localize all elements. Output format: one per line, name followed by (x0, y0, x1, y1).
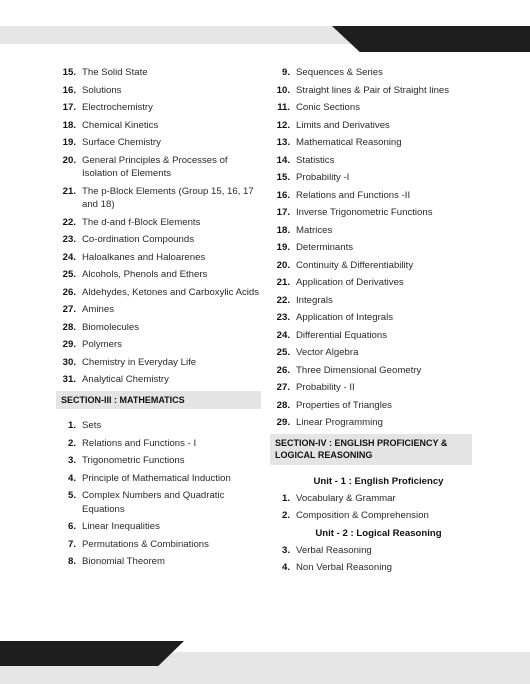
topic-title: Vocabulary & Grammar (296, 492, 396, 504)
topic-number: 30. (62, 356, 76, 368)
topic-item (56, 472, 261, 486)
topic-number: 1. (67, 420, 76, 431)
topic-item (270, 364, 475, 378)
topic-item (270, 399, 475, 413)
topic-number: 16. (62, 84, 76, 96)
topic-number: 1. (281, 492, 290, 504)
topic-title: Integrals (296, 294, 333, 306)
topic-number: 2. (281, 510, 290, 521)
topic-item (56, 136, 261, 150)
topic-title: Sequences & Series (296, 67, 383, 78)
topic-item (56, 454, 261, 468)
topic-item (270, 206, 475, 220)
topic-number: 23. (276, 312, 290, 323)
topic-title: Linear Inequalities (82, 521, 160, 532)
topic-item (270, 311, 475, 325)
topic-number: 12. (276, 119, 290, 131)
topic-item (56, 233, 261, 247)
topic-title: Properties of Triangles (296, 399, 392, 411)
topic-item (270, 329, 475, 343)
topic-title: Haloalkanes and Haloarenes (82, 251, 206, 263)
topic-title: Principle of Mathematical Induction (82, 472, 231, 484)
topic-item (56, 154, 261, 181)
topic-number: 17. (62, 102, 76, 113)
topic-title: Chemistry in Everyday Life (82, 356, 197, 368)
topic-title: Relations and Functions -II (296, 189, 411, 201)
topic-item (56, 437, 261, 451)
topic-number: 16. (276, 189, 290, 201)
topic-title: Amines (82, 304, 114, 315)
topic-item (270, 561, 475, 575)
topic-number: 13. (276, 137, 290, 148)
topic-title: Alcohols, Phenols and Ethers (82, 269, 208, 280)
topic-title: Application of Integrals (296, 312, 394, 323)
topic-number: 19. (62, 137, 76, 148)
topic-item (270, 119, 475, 133)
topic-item (56, 356, 261, 370)
topic-title: Surface Chemistry (82, 137, 161, 148)
topic-title: Linear Programming (296, 417, 383, 428)
topic-number: 18. (276, 224, 290, 236)
topic-number: 3. (281, 544, 290, 556)
topic-item (56, 119, 261, 133)
topic-number: 24. (62, 251, 76, 263)
topic-item (270, 171, 475, 185)
topic-item (270, 276, 475, 290)
topic-item (270, 346, 475, 360)
section-mathematics-heading: SECTION-III : MATHEMATICS (56, 391, 261, 410)
topic-item (270, 154, 475, 168)
topic-title: Mathematical Reasoning (296, 137, 402, 148)
topic-number: 19. (276, 242, 290, 253)
topic-number: 17. (276, 207, 290, 218)
topic-title: Aldehydes, Ketones and Carboxylic Acids (82, 286, 260, 298)
topic-title: Composition & Comprehension (296, 510, 429, 521)
topic-number: 27. (276, 382, 290, 393)
topic-title: The Solid State (82, 67, 148, 78)
topic-title: Conic Sections (296, 102, 360, 113)
topic-number: 15. (276, 172, 290, 183)
unit-english-proficiency-heading: Unit - 1 : English Proficiency (313, 475, 444, 487)
topic-title: Probability - II (296, 382, 355, 393)
topic-number: 5. (67, 490, 76, 501)
topic-number: 3. (67, 455, 76, 466)
topic-title: Solutions (82, 84, 122, 96)
topic-title: Three Dimensional Geometry (296, 364, 422, 376)
topic-title: Differential Equations (296, 329, 388, 341)
topic-number: 8. (67, 556, 76, 567)
mathematics-topic-list-continued (270, 66, 475, 430)
topic-number: 31. (62, 374, 76, 385)
topic-number: 23. (62, 234, 76, 245)
topic-title: Polymers (82, 339, 122, 350)
topic-number: 26. (276, 364, 290, 376)
topic-number: 21. (276, 277, 290, 288)
topic-item (270, 492, 475, 506)
topic-title: Sets (82, 420, 102, 431)
topic-title: Chemical Kinetics (82, 119, 159, 131)
topic-title: Relations and Functions - I (82, 437, 197, 449)
topic-number: 24. (276, 329, 290, 341)
topic-number: 18. (62, 119, 76, 131)
english-proficiency-list (270, 492, 475, 523)
topic-item (270, 241, 475, 255)
topic-title: Non Verbal Reasoning (296, 562, 393, 573)
topic-title: Bionomial Theorem (82, 556, 166, 567)
topic-item (56, 66, 261, 80)
logical-reasoning-list (270, 544, 475, 575)
topic-number: 29. (276, 417, 290, 428)
topic-title: Biomolecules (82, 321, 140, 333)
topic-number: 15. (62, 67, 76, 78)
topic-number: 4. (67, 472, 76, 484)
topic-item (270, 544, 475, 558)
topic-item (270, 224, 475, 238)
topic-item (56, 338, 261, 352)
topic-number: 6. (67, 521, 76, 532)
topic-number: 22. (62, 216, 76, 228)
topic-item (56, 538, 261, 552)
topic-title: Inverse Trigonometric Functions (296, 207, 433, 218)
topic-number: 11. (277, 102, 290, 113)
topic-number: 25. (276, 347, 290, 358)
topic-item (270, 66, 475, 80)
topic-title: Verbal Reasoning (296, 544, 372, 556)
topic-number: 2. (67, 437, 76, 449)
unit-logical-reasoning-heading: Unit - 2 : Logical Reasoning (315, 527, 442, 539)
header-accent-wedge (332, 26, 530, 52)
topic-item (56, 251, 261, 265)
topic-number: 26. (62, 286, 76, 298)
mathematics-topic-list (56, 419, 261, 569)
topic-title: Permutations & Combinations (82, 538, 209, 550)
topic-number: 21. (62, 185, 76, 197)
topic-item (56, 101, 261, 115)
topic-number: 10. (276, 84, 290, 96)
topic-number: 20. (62, 154, 76, 166)
topic-number: 27. (62, 304, 76, 315)
topic-item (56, 286, 261, 300)
topic-item (270, 416, 475, 430)
topic-item (56, 185, 261, 212)
topic-item (56, 555, 261, 569)
chemistry-topic-list (56, 66, 261, 387)
topic-item (270, 294, 475, 308)
topic-number: 28. (276, 399, 290, 411)
topic-item (56, 216, 261, 230)
topic-title: The d-and f-Block Elements (82, 216, 201, 228)
topic-item (270, 189, 475, 203)
topic-number: 9. (281, 67, 290, 78)
topic-item (56, 520, 261, 534)
topic-number: 20. (276, 259, 290, 271)
topic-title: Probability -I (296, 172, 350, 183)
topic-title: Matrices (296, 224, 333, 236)
topic-title: Continuity & Differentiability (296, 259, 414, 271)
topic-title: Co-ordination Compounds (82, 234, 194, 245)
topic-title: The p-Block Elements (Group 15, 16, 17 and 18) (82, 185, 254, 210)
topic-item (270, 101, 475, 115)
topic-title: Limits and Derivatives (296, 119, 390, 131)
topic-number: 14. (276, 154, 290, 166)
topic-title: Vector Algebra (296, 347, 359, 358)
topic-item (270, 259, 475, 273)
footer-accent-wedge (0, 641, 184, 666)
topic-item (56, 489, 261, 516)
left-column (56, 66, 261, 573)
topic-item (270, 381, 475, 395)
topic-item (56, 84, 261, 98)
topic-title: Application of Derivatives (296, 277, 404, 288)
topic-title: Determinants (296, 242, 354, 253)
topic-title: Analytical Chemistry (82, 374, 169, 385)
topic-title: Electrochemistry (82, 102, 153, 113)
topic-number: 4. (281, 562, 290, 573)
topic-item (56, 303, 261, 317)
topic-item (56, 419, 261, 433)
topic-item (56, 321, 261, 335)
topic-title: Complex Numbers and Quadratic Equations (82, 490, 225, 515)
topic-number: 28. (62, 321, 76, 333)
topic-title: Statistics (296, 154, 335, 166)
topic-item (270, 136, 475, 150)
topic-item (270, 84, 475, 98)
topic-number: 22. (276, 294, 290, 306)
section-english-logical-heading: SECTION-IV : ENGLISH PROFICIENCY & LOGICAL REASONING (270, 434, 472, 465)
topic-number: 29. (62, 339, 76, 350)
topic-item (56, 373, 261, 387)
topic-title: Straight lines & Pair of Straight lines (296, 84, 450, 96)
topic-item (270, 509, 475, 523)
topic-number: 7. (67, 538, 76, 550)
topic-title: General Principles & Processes of Isolation of Elements (82, 154, 228, 179)
topic-item (56, 268, 261, 282)
right-column (270, 66, 475, 579)
topic-number: 25. (62, 269, 76, 280)
topic-title: Trigonometric Functions (82, 455, 185, 466)
